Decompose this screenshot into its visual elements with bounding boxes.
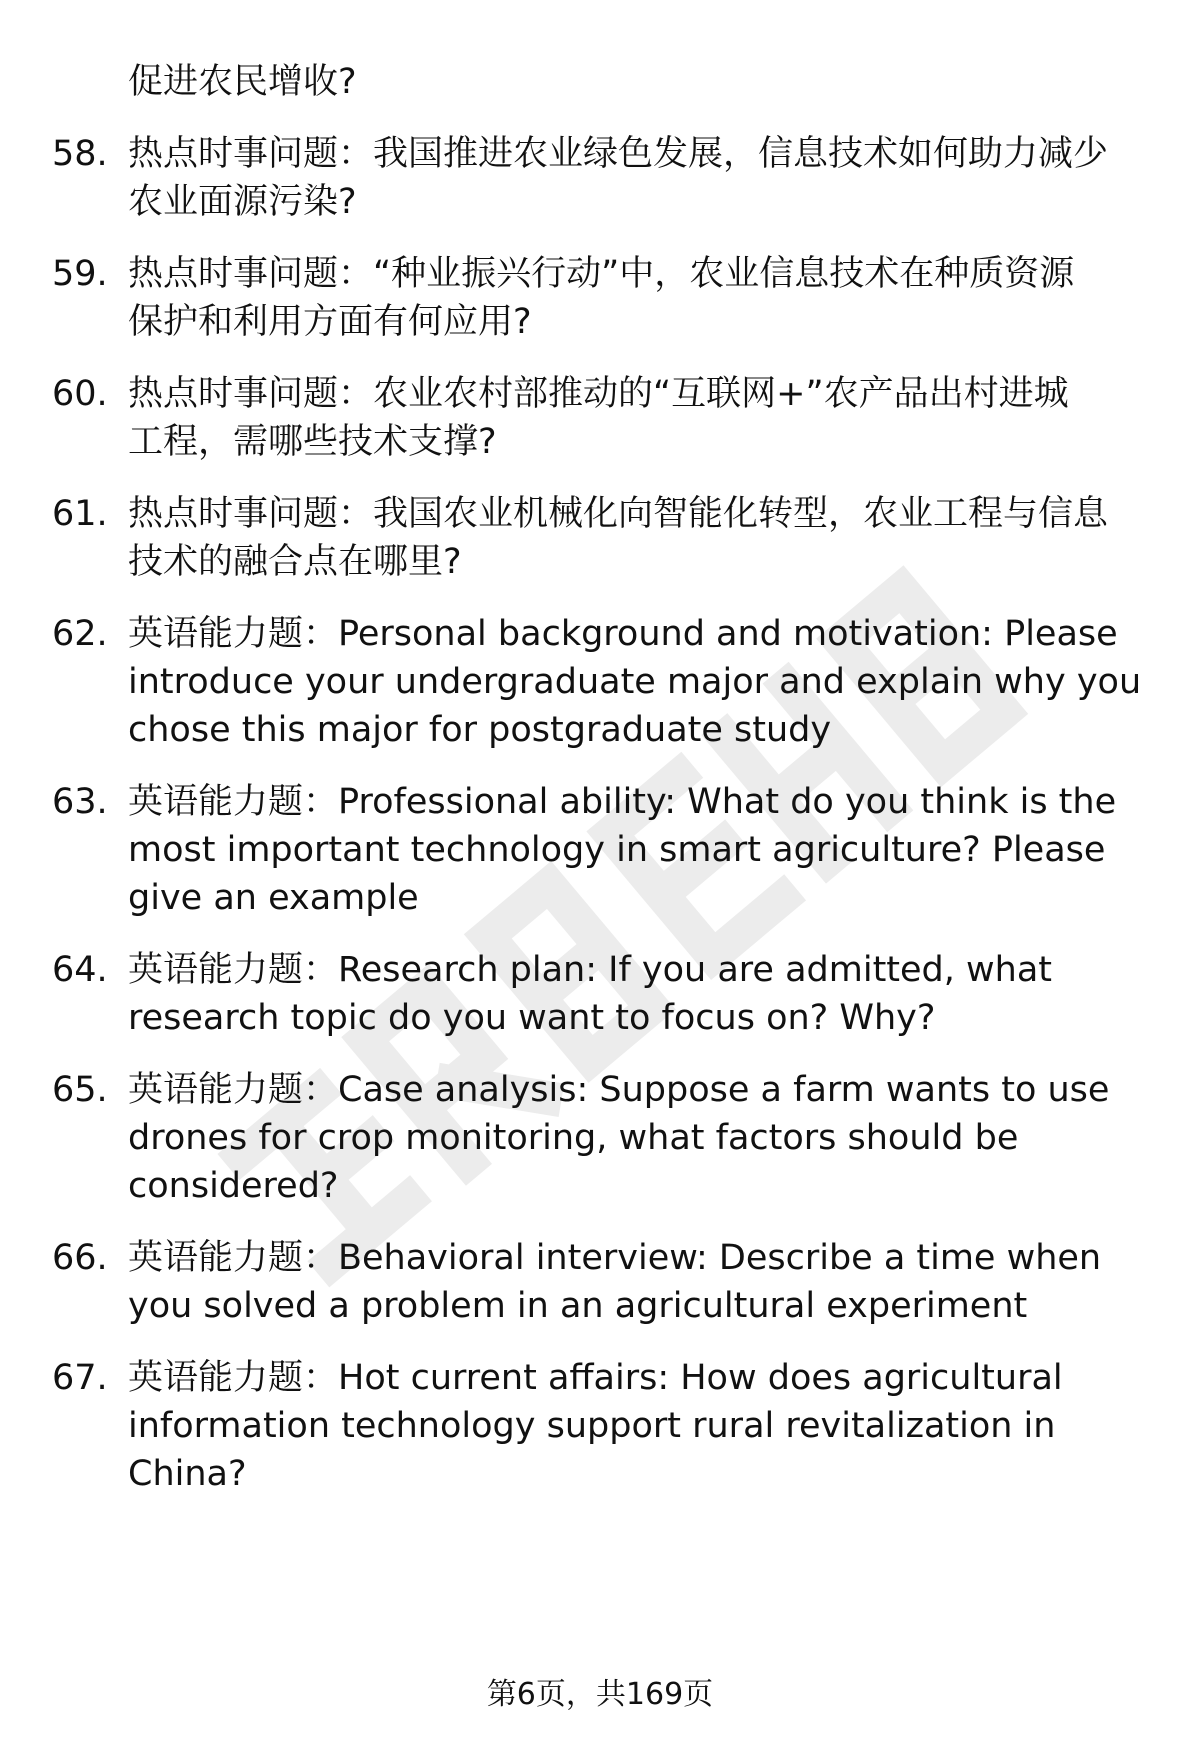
item-number: 60. [52,374,108,414]
item-number: 65. [52,1070,108,1110]
page-number-footer: 第6页，共169页 [486,1677,714,1712]
item-text: 英语能力题：Professional ability: What do you think is the most important technology in smart agriculture? Please give an example [128,782,1117,918]
item-text: 热点时事问题：我国农业机械化向智能化转型，农业工程与信息 技术的融合点在哪里? [128,494,1109,582]
item-text: 英语能力题：Hot current affairs: How does agricultural information technology support rural revitalization in China? [128,1358,1063,1494]
item-number: 59. [52,254,108,294]
item-number: 67. [52,1358,108,1398]
item-number: 62. [52,614,108,654]
item-text: 热点时事问题：我国推进农业绿色发展，信息技术如何助力减少 农业面源污染? [128,134,1109,222]
item-text: 热点时事问题：“种业振兴行动”中，农业信息技术在种质资源 保护和利用方面有何应用? [128,254,1075,342]
item-text: 热点时事问题：农业农村部推动的“互联网+”农产品出村进城 工程，需哪些技术支撑? [128,374,1069,462]
item-text: 英语能力题：Case analysis: Suppose a farm wants to use drones for crop monitoring, what factors should be considered? [128,1070,1110,1206]
item-number: 58. [52,134,108,174]
item-text: 英语能力题：Personal background and motivation: Please introduce your undergraduate major and explain why you chose this major for postgraduate study [128,614,1142,750]
item-number: 64. [52,950,108,990]
continued-text: 促进农民增收? [128,62,357,102]
item-number: 61. [52,494,108,534]
item-number: 66. [52,1238,108,1278]
item-text: 英语能力题：Behavioral interview: Describe a time when you solved a problem in an agricultural experiment [128,1238,1102,1326]
item-number: 63. [52,782,108,822]
item-text: 英语能力题：Research plan: If you are admitted, what research topic do you want to focus on? Why? [128,950,1052,1038]
